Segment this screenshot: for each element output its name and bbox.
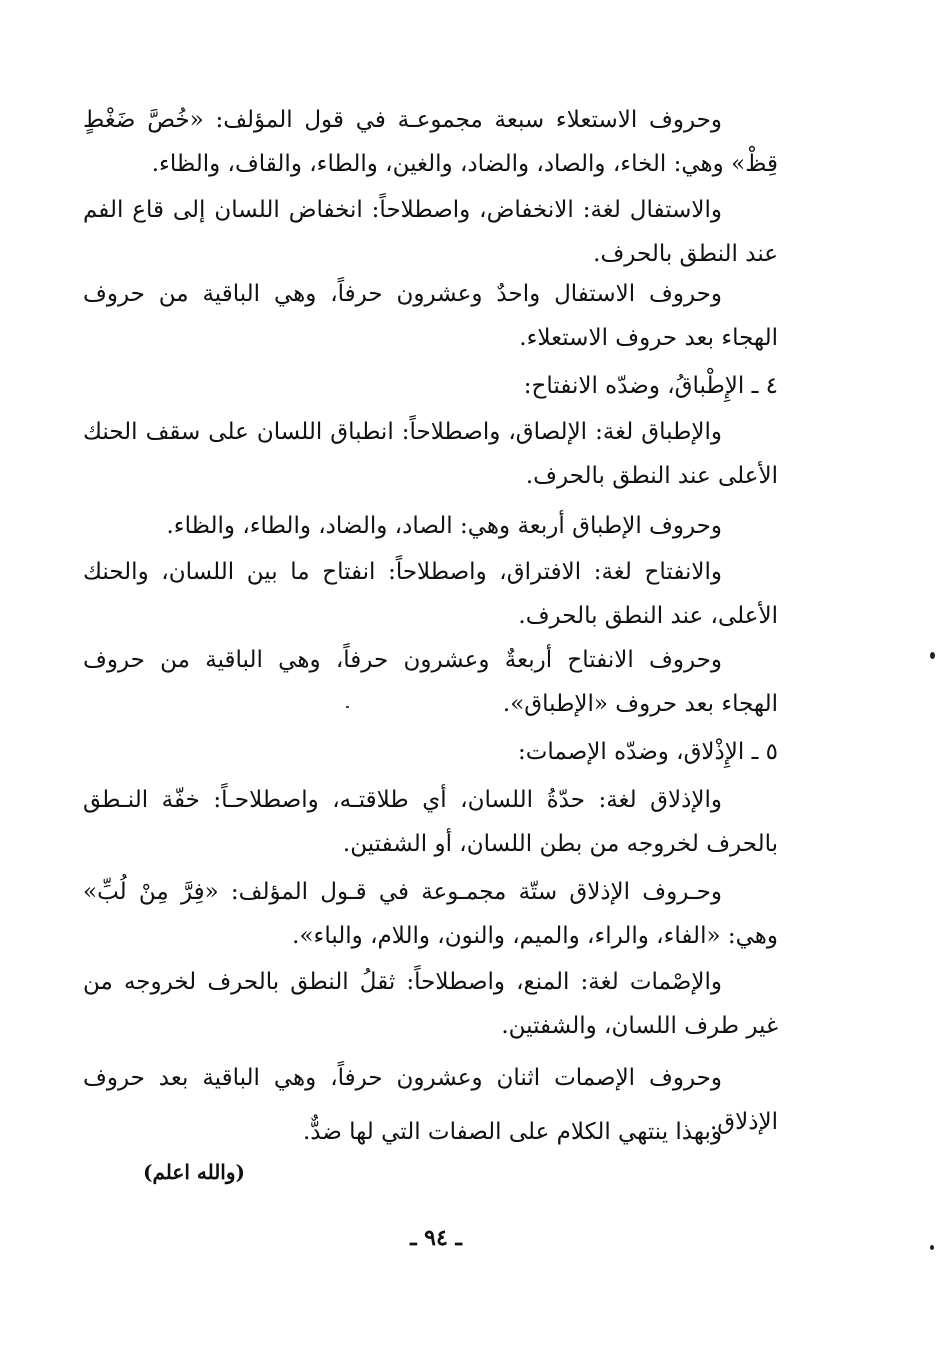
- section-heading-idhlaq: ٥ ـ الإِذْلاق، وضدّه الإصمات:: [518, 739, 778, 765]
- paragraph-text: والاستفال لغة: الانخفاض، واصطلاحاً: انخفاض اللسان إلى قاع الفم عند النطق بالحرف.: [83, 197, 778, 267]
- scan-speck: [346, 706, 349, 708]
- paragraph-istifal-definition: [83, 188, 778, 276]
- scan-speck: [930, 1245, 934, 1250]
- paragraph-istifal-letters: [83, 272, 778, 360]
- paragraph-infitah-letters: [83, 638, 778, 726]
- paragraph-ismat-definition: [83, 960, 778, 1048]
- paragraph-idhlaq-definition: [83, 778, 778, 866]
- paragraph-text: وبهذا ينتهي الكلام على الصفات التي لها ضدٌّ.: [302, 1119, 722, 1145]
- page-number: ـ ٩٤ ـ: [410, 1225, 462, 1251]
- paragraph-text: والانفتاح لغة: الافتراق، واصطلاحاً: انفتاح ما بين اللسان، والحنك الأعلى، عند النطق بالحرف.: [83, 559, 778, 629]
- paragraph-text: والإذلاق لغة: حدّةُ اللسان، أي طلاقتـه، واصطلاحـاً: خفّة النـطق بالحرف لخروجه من بطن اللسان، أو الشفتين.: [83, 787, 778, 857]
- paragraph-text: وحروف الاستفال واحدٌ وعشرون حرفاً، وهي الباقية من حروف الهجاء بعد حروف الاستعلاء.: [83, 281, 778, 351]
- paragraph-text: وحروف الإطباق أربعة وهي: الصاد، والضاد، والطاء، والظاء.: [166, 513, 722, 539]
- paragraph-text: وحروف الإصمات اثنان وعشرون حرفاً، وهي الباقية بعد حروف الإذلاق.: [83, 1065, 778, 1135]
- paragraph-text: وحروف الاستعلاء سبعة مجموعـة في قول المؤلف: «خُصَّ ضَغْطٍ قِظْ» وهي: الخاء، والصاد، والضاد، والغين، والطاء، والقاف، والظاء.: [83, 107, 778, 177]
- closing-phrase: (والله اعلم): [143, 1160, 245, 1184]
- section-heading-itbaq: ٤ ـ الإِطْباقُ، وضدّه الانفتاح:: [523, 373, 778, 399]
- paragraph-idhlaq-letters: [83, 870, 778, 958]
- paragraph-text: وحروف الانفتاح أربعةٌ وعشرون حرفاً، وهي الباقية من حروف الهجاء بعد حروف «الإطباق».: [83, 647, 778, 717]
- paragraph-itbaq-definition: [83, 410, 778, 498]
- scan-speck: [930, 652, 935, 659]
- paragraph-text: والإطباق لغة: الإلصاق، واصطلاحاً: انطباق اللسان على سقف الحنك الأعلى عند النطق بالحرف.: [83, 419, 778, 489]
- paragraph-isti-la-letters: [83, 98, 778, 186]
- paragraph-infitah-definition: [83, 550, 778, 638]
- paragraph-text: والإصْمات لغة: المنع، واصطلاحاً: ثقلُ النطق بالحرف لخروجه من غير طرف اللسان، والشفتين.: [83, 969, 778, 1039]
- paragraph-conclusion: [83, 1110, 778, 1154]
- paragraph-itbaq-letters: [83, 504, 778, 548]
- paragraph-text: وحـروف الإذلاق ستّة مجمـوعة في قـول المؤلف: «فِرَّ مِنْ لُبِّ» وهي: «الفاء، والراء، والميم، والنون، واللام، والباء».: [83, 879, 778, 949]
